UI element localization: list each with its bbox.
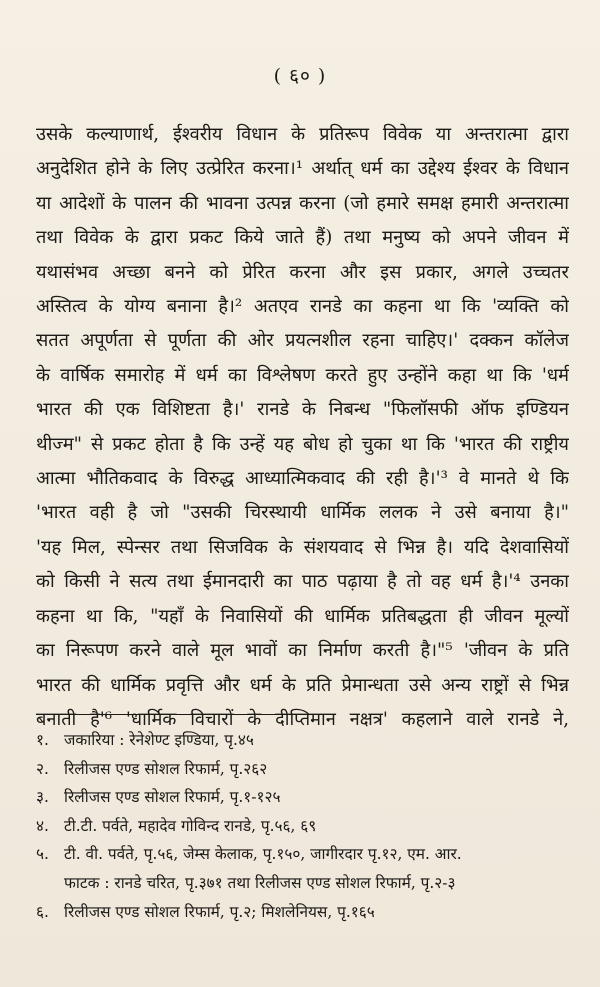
footnote-number: ६.	[36, 902, 49, 921]
footnote-5	[36, 840, 576, 869]
footnote-1	[36, 726, 576, 755]
footnote-text: टी.टी. पर्वते, महादेव गोविन्द रानडे, पृ.५६, ६९	[64, 816, 317, 835]
body-line: 'यह मिल, स्पेन्सर तथा सिजविक के संशयवाद से भिन्न है। यदि देशवासियों	[36, 536, 569, 558]
footnote-number: ४.	[36, 816, 49, 835]
footnotes	[36, 726, 576, 926]
body-line: के वार्षिक समारोह में धर्म का विश्लेषण करते हुए उन्होंने कहा था कि 'धर्म	[36, 364, 569, 386]
body-line: का निरूपण करने वाले मूल भावों का निर्माण करती है।"⁵ 'जीवन के प्रति	[36, 640, 569, 662]
footnote-text-continuation: फाटक : रानडे चरित, पृ.३७१ तथा रिलीजस एण्ड सोशल रिफार्म, पृ.२-३	[64, 873, 456, 892]
body-line: अस्तित्व के योग्य बनाना है।² अतएव रानडे का कहना था कि 'व्यक्ति को	[36, 296, 569, 318]
body-line: भारत की धार्मिक प्रवृत्ति और धर्म के प्रति प्रेमान्धता उसे अन्य राष्ट्रों से भिन्न	[36, 674, 569, 696]
body-text	[36, 118, 569, 737]
body-line: बनाती है'⁶ 'धार्मिक विचारों के दीप्तिमान नक्षत्र' कहलाने वाले रानडे ने,	[36, 708, 569, 730]
body-line: यथासंभव अच्छा बनने को प्रेरित करना और इस प्रकार, अगले उच्चतर	[36, 261, 569, 283]
footnote-4	[36, 812, 576, 841]
footnote-6	[36, 898, 576, 927]
body-line: तथा विवेक के द्वारा प्रकट किये जाते हैं) तथा मनुष्य को अपने जीवन में	[36, 227, 569, 249]
body-line: थीज्म" से प्रकट होता है कि उन्हें यह बोध हो चुका था कि 'भारत की राष्ट्रीय	[36, 433, 569, 455]
footnote-2	[36, 755, 576, 784]
footnote-text: रिलीजस एण्ड सोशल रिफार्म, पृ.१-१२५	[64, 788, 281, 807]
footnote-text: जकारिया : रेनेशेण्ट इण्डिया, पृ.४५	[64, 731, 254, 749]
body-line: 'भारत वही है जो "उसकी चिरस्थायी धार्मिक ललक ने उसे बनाया है।"	[36, 502, 569, 524]
footnote-number: ३.	[36, 788, 49, 807]
body-line: आत्मा भौतिकवाद के विरुद्ध आध्यात्मिकवाद की रही है।'³ वे मानते थे कि	[36, 468, 569, 490]
page-number: ( ६० )	[273, 65, 327, 87]
footnote-number: ५.	[36, 845, 49, 864]
footnote-text: टी. वी. पर्वते, पृ.५६, जेम्स केलाक, पृ.१५०, जागीरदार पृ.१२, एम. आर.	[64, 845, 462, 864]
body-line: उसके कल्याणार्थ, ईश्वरीय विधान के प्रतिरूप विवेक या अन्तरात्मा द्वारा	[36, 124, 569, 145]
footnote-text: रिलीजस एण्ड सोशल रिफार्म, पृ.२; मिशलेनियस, पृ.१६५	[64, 902, 375, 921]
body-line: सतत अपूर्णता से पूर्णता की ओर प्रयत्नशील रहना चाहिए।' दक्कन कॉलेज	[36, 330, 569, 352]
body-line: अनुदेशित होने के लिए उत्प्रेरित करना।¹ अर्थात् धर्म का उद्देश्य ईश्वर के विधान	[36, 158, 569, 180]
footnote-divider	[36, 714, 294, 715]
footnote-text: रिलीजस एण्ड सोशल रिफार्म, पृ.२६२	[64, 759, 268, 778]
footnote-3	[36, 783, 576, 812]
footnote-number: १.	[36, 731, 49, 749]
body-line: को किसी ने सत्य तथा ईमानदारी का पाठ पढ़ाया है तो वह धर्म है।'⁴ उनका	[36, 571, 569, 593]
body-line: कहना था कि, "यहाँ के निवासियों की धार्मिक प्रतिबद्धता ही जीवन मूल्यों	[36, 605, 569, 627]
body-line: भारत की एक विशिष्टता है।' रानडे के निबन्ध "फिलॉसफी ऑफ इण्डियन	[36, 399, 569, 421]
body-line: या आदेशों के पालन की भावना उत्पन्न करना (जो हमारे समक्ष हमारी अन्तरात्मा	[36, 192, 569, 214]
footnote-number: २.	[36, 759, 49, 778]
